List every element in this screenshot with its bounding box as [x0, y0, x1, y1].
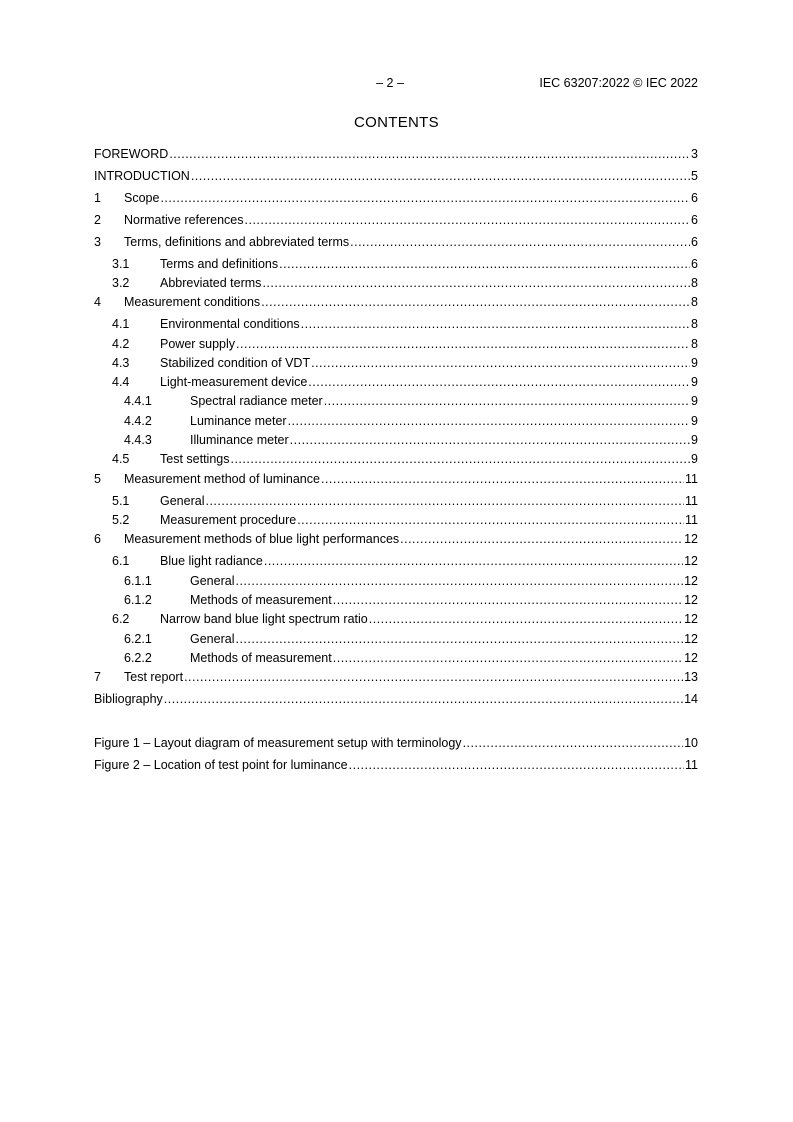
toc-entry-page: 8 [691, 337, 698, 351]
toc-entry-number: 5 [94, 472, 101, 486]
dot-leader [333, 649, 683, 667]
toc-entry-number: 6.2 [112, 612, 130, 626]
dot-leader [160, 189, 690, 207]
dot-leader [169, 145, 690, 163]
toc-entry-4-1[interactable] [94, 315, 698, 333]
toc-entry-title: Test settings [160, 452, 230, 466]
toc-entry-title: General [160, 494, 205, 508]
dot-leader [230, 450, 690, 468]
dot-leader [236, 335, 690, 353]
toc-entry-page: 6 [691, 257, 698, 271]
toc-entry-4[interactable] [94, 293, 698, 311]
toc-entry-number: 1 [94, 191, 101, 205]
toc-entry-page: 12 [684, 574, 698, 588]
figure-entry-title: Figure 1 – Layout diagram of measurement setup with terminology [94, 736, 462, 750]
toc-entry-page: 12 [684, 532, 698, 546]
toc-entry-4-3[interactable] [94, 354, 698, 372]
toc-entry-number: 4.4.3 [124, 433, 152, 447]
toc-entry-page: 8 [691, 317, 698, 331]
toc-entry-title: Luminance meter [190, 414, 287, 428]
dot-leader [262, 274, 690, 292]
dot-leader [311, 354, 690, 372]
toc-entry-page: 9 [691, 375, 698, 389]
toc-entry-number: 4.4.1 [124, 394, 152, 408]
toc-entry-page: 8 [691, 276, 698, 290]
toc-entry-bibliography[interactable] [94, 690, 698, 708]
toc-entry-page: 9 [691, 414, 698, 428]
toc-entry-page: 12 [684, 612, 698, 626]
toc-entry-page: 12 [684, 554, 698, 568]
toc-entry-title: Blue light radiance [160, 554, 263, 568]
dot-leader [191, 167, 690, 185]
toc-entry-number: 4.2 [112, 337, 130, 351]
dot-leader [463, 734, 684, 752]
toc-entry-number: 3.1 [112, 257, 130, 271]
toc-entry-page: 6 [691, 213, 698, 227]
toc-entry-title: Methods of measurement [190, 593, 332, 607]
toc-entry-title: INTRODUCTION [94, 169, 190, 183]
toc-entry-page: 5 [691, 169, 698, 183]
toc-entry-3[interactable] [94, 233, 698, 251]
dot-leader [308, 373, 690, 391]
toc-entry-title: Test report [124, 670, 184, 684]
toc-entry-5[interactable] [94, 470, 698, 488]
toc-entry-page: 14 [684, 692, 698, 706]
toc-entry-6[interactable] [94, 530, 698, 548]
toc-entry-number: 3.2 [112, 276, 130, 290]
dot-leader [290, 431, 690, 449]
toc-entry-page: 6 [691, 191, 698, 205]
figure-entry-title: Figure 2 – Location of test point for luminance [94, 758, 348, 772]
toc-entry-title: Light-measurement device [160, 375, 308, 389]
toc-entry-3-1[interactable] [94, 255, 698, 273]
toc-entry-page: 8 [691, 295, 698, 309]
toc-entry-number: 6.2.2 [124, 651, 152, 665]
toc-entry-page: 9 [691, 433, 698, 447]
toc-entry-number: 3 [94, 235, 101, 249]
toc-entry-6-1-1[interactable] [94, 572, 698, 590]
figure-entry-1[interactable] [94, 734, 698, 752]
toc-entry-title: Measurement conditions [124, 295, 261, 309]
dot-leader [235, 630, 683, 648]
toc-entry-title: Environmental conditions [160, 317, 300, 331]
toc-entry-title: Measurement procedure [160, 513, 297, 527]
toc-entry-3-2[interactable] [94, 274, 698, 292]
toc-entry-6-2-2[interactable] [94, 649, 698, 667]
toc-entry-6-2-1[interactable] [94, 630, 698, 648]
toc-entry-page: 11 [685, 494, 698, 508]
toc-entry-1[interactable] [94, 189, 698, 207]
toc-entry-4-4-3[interactable] [94, 431, 698, 449]
dot-leader [333, 591, 683, 609]
toc-entry-foreword[interactable] [94, 145, 698, 163]
toc-entry-number: 4 [94, 295, 101, 309]
dot-leader [369, 610, 683, 628]
toc-entry-5-2[interactable] [94, 511, 698, 529]
dot-leader [349, 756, 684, 774]
toc-entry-title: Bibliography [94, 692, 163, 706]
figure-entry-page: 11 [685, 758, 698, 772]
dot-leader [350, 233, 690, 251]
toc-entry-title: Abbreviated terms [160, 276, 262, 290]
toc-entry-2[interactable] [94, 211, 698, 229]
page-number: – 2 – [376, 76, 404, 90]
toc-entry-page: 13 [684, 670, 698, 684]
dot-leader [279, 255, 690, 273]
toc-entry-page: 9 [691, 356, 698, 370]
toc-entry-number: 4.5 [112, 452, 130, 466]
dot-leader [264, 552, 683, 570]
toc-entry-6-2[interactable] [94, 610, 698, 628]
toc-entry-7[interactable] [94, 668, 698, 686]
toc-entry-number: 6.1 [112, 554, 130, 568]
toc-entry-6-1-2[interactable] [94, 591, 698, 609]
toc-entry-4-4[interactable] [94, 373, 698, 391]
toc-entry-title: General [190, 632, 235, 646]
toc-entry-page: 11 [685, 513, 698, 527]
toc-entry-number: 4.4.2 [124, 414, 152, 428]
dot-leader [205, 492, 684, 510]
figure-entry-2[interactable] [94, 756, 698, 774]
toc-entry-title: Terms, definitions and abbreviated terms [124, 235, 350, 249]
toc-entry-number: 4.1 [112, 317, 130, 331]
toc-entry-title: FOREWORD [94, 147, 169, 161]
dot-leader [297, 511, 684, 529]
dot-leader [184, 668, 683, 686]
toc-entry-number: 5.2 [112, 513, 130, 527]
contents-title: CONTENTS [354, 114, 439, 131]
toc-entry-page: 9 [691, 394, 698, 408]
toc-entry-page: 12 [684, 593, 698, 607]
toc-entry-4-5[interactable] [94, 450, 698, 468]
toc-entry-number: 2 [94, 213, 101, 227]
toc-entry-page: 6 [691, 235, 698, 249]
toc-entry-number: 6 [94, 532, 101, 546]
toc-entry-number: 6.1.2 [124, 593, 152, 607]
toc-entry-title: General [190, 574, 235, 588]
document-id: IEC 63207:2022 © IEC 2022 [539, 76, 698, 90]
dot-leader [288, 412, 690, 430]
dot-leader [400, 530, 683, 548]
toc-entry-page: 3 [691, 147, 698, 161]
toc-entry-title: Illuminance meter [190, 433, 289, 447]
dot-leader [321, 470, 684, 488]
toc-entry-page: 12 [684, 651, 698, 665]
toc-entry-page: 9 [691, 452, 698, 466]
toc-entry-title: Power supply [160, 337, 236, 351]
dot-leader [261, 293, 690, 311]
dot-leader [324, 392, 690, 410]
toc-entry-title: Spectral radiance meter [190, 394, 323, 408]
toc-entry-4-2[interactable] [94, 335, 698, 353]
toc-entry-number: 4.3 [112, 356, 130, 370]
dot-leader [235, 572, 683, 590]
toc-entry-introduction[interactable] [94, 167, 698, 185]
toc-entry-number: 5.1 [112, 494, 130, 508]
toc-entry-4-4-1[interactable] [94, 392, 698, 410]
toc-entry-page: 11 [685, 472, 698, 486]
toc-entry-5-1[interactable] [94, 492, 698, 510]
toc-entry-title: Measurement method of luminance [124, 472, 320, 486]
toc-entry-page: 12 [684, 632, 698, 646]
toc-entry-title: Narrow band blue light spectrum ratio [160, 612, 368, 626]
toc-entry-title: Measurement methods of blue light performances [124, 532, 400, 546]
figure-entry-page: 10 [684, 736, 698, 750]
toc-entry-title: Methods of measurement [190, 651, 332, 665]
toc-entry-title: Normative references [124, 213, 244, 227]
toc-entry-number: 4.4 [112, 375, 130, 389]
toc-entry-4-4-2[interactable] [94, 412, 698, 430]
dot-leader [301, 315, 690, 333]
dot-leader [245, 211, 691, 229]
toc-entry-title: Scope [124, 191, 160, 205]
toc-entry-title: Stabilized condition of VDT [160, 356, 311, 370]
toc-entry-number: 6.2.1 [124, 632, 152, 646]
toc-entry-6-1[interactable] [94, 552, 698, 570]
toc-entry-number: 6.1.1 [124, 574, 152, 588]
toc-entry-title: Terms and definitions [160, 257, 279, 271]
dot-leader [164, 690, 683, 708]
toc-entry-number: 7 [94, 670, 101, 684]
